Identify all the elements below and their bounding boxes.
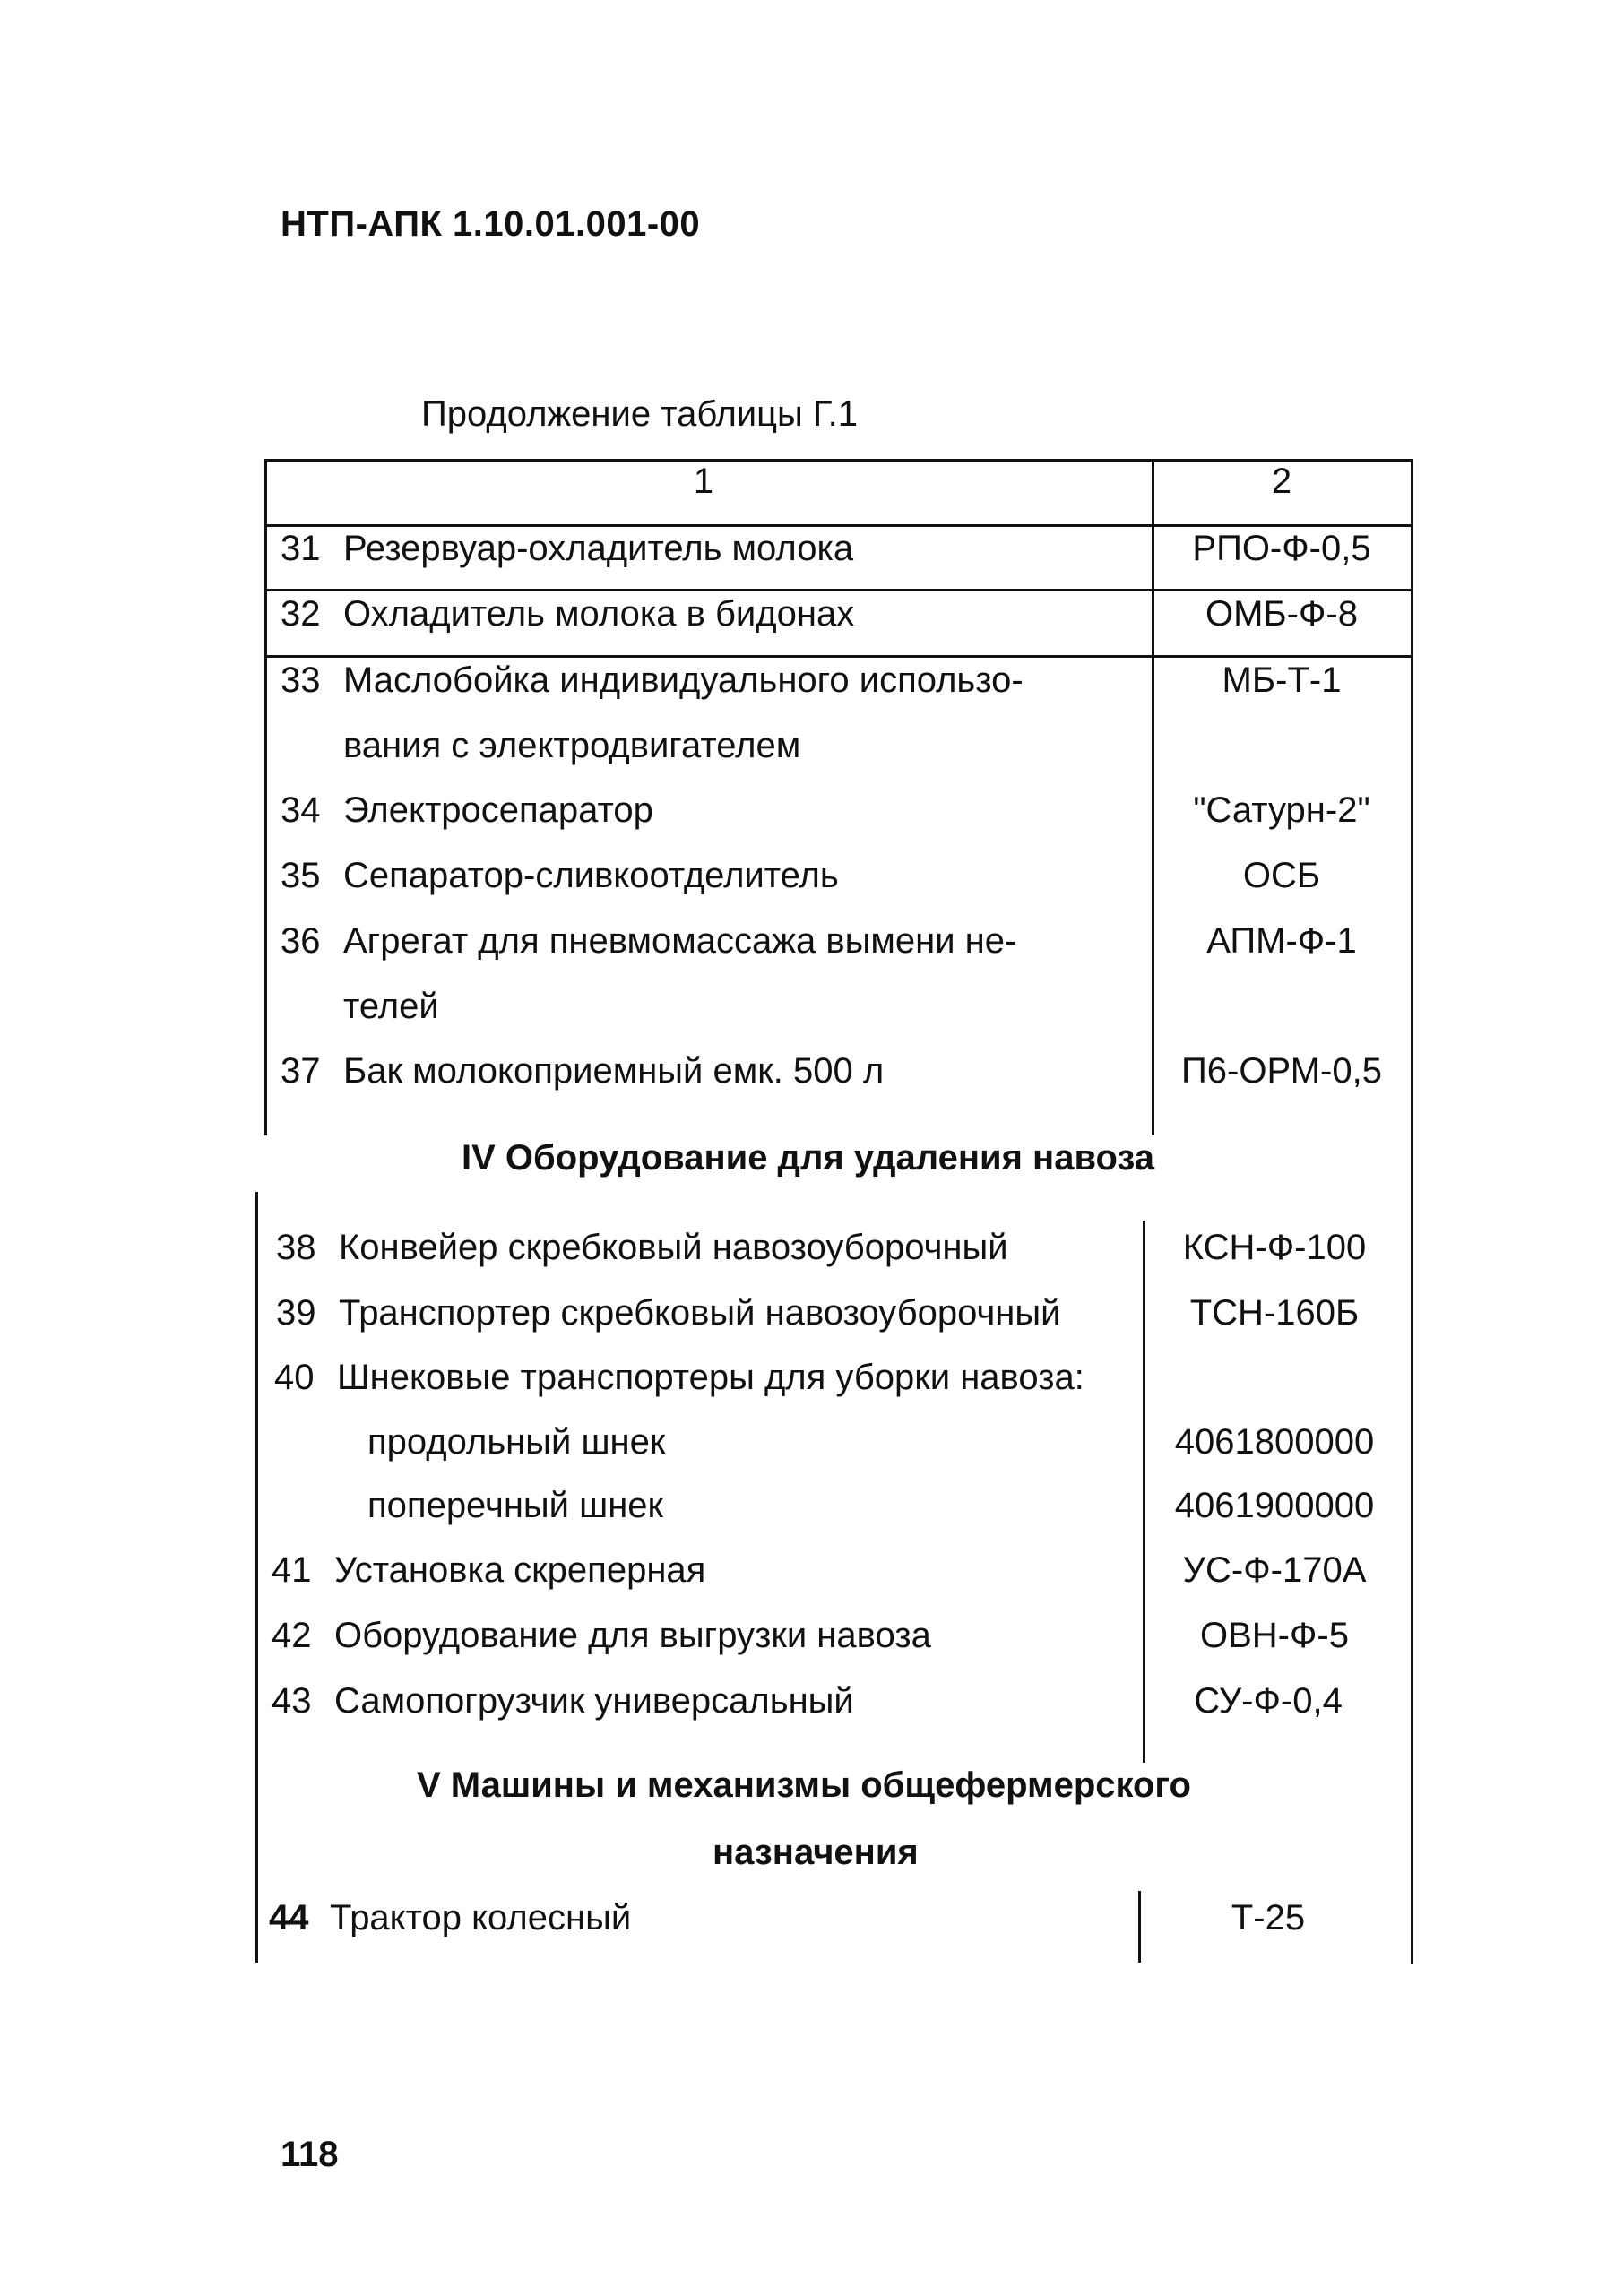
row-name: Резервуар-охладитель молока (343, 529, 854, 568)
row-model: 4061800000 (1174, 1422, 1375, 1462)
row-name: Сепаратор-сливкоотделитель (343, 856, 839, 895)
row-name: Бак молокоприемный емк. 500 л (343, 1051, 885, 1091)
row-name: Шнековые транспортеры для уборки навоза: (337, 1358, 1084, 1397)
row-number: 39 (276, 1293, 316, 1333)
row-name: Конвейер скребковый навозоуборочный (339, 1228, 1008, 1267)
row-name: Самопогрузчик универсальный (334, 1681, 854, 1721)
row-model: КСН-Ф-100 (1182, 1228, 1367, 1267)
column-divider-upper (1152, 459, 1154, 1135)
page-number: 118 (281, 2135, 339, 2174)
row-model: УС-Ф-170А (1182, 1550, 1367, 1590)
row-model: ОМБ-Ф-8 (1205, 594, 1358, 634)
row-number: 36 (281, 921, 321, 961)
section-heading-v-continued: назначения (713, 1833, 919, 1872)
row-name: Транспортер скребковый навозоуборочный (339, 1293, 1061, 1333)
row-number: 43 (272, 1681, 312, 1721)
document-code: НТП-АПК 1.10.01.001-00 (281, 204, 701, 244)
row-name: продольный шнек (367, 1422, 666, 1462)
table-caption: Продолжение таблицы Г.1 (421, 394, 859, 434)
row-model: РПО-Ф-0,5 (1192, 529, 1371, 568)
row-model: П6-ОРМ-0,5 (1181, 1051, 1382, 1091)
row32-bottom-border (264, 655, 1413, 658)
row-name: Оборудование для выгрузки навоза (334, 1616, 931, 1655)
row-model: МБ-Т-1 (1222, 660, 1342, 700)
row-model: 4061900000 (1174, 1486, 1375, 1525)
row-number: 34 (281, 790, 321, 830)
row-name: Маслобойка индивидуального использо- (343, 660, 1024, 700)
row-name: Агрегат для пневмомассажа вымени не- (343, 921, 1017, 961)
row-name: Трактор колесный (330, 1898, 632, 1937)
column-divider-lower (1138, 1891, 1141, 1963)
row-number: 41 (272, 1550, 312, 1590)
row-name: Охладитель молока в бидонах (343, 594, 855, 634)
row-model: "Сатурн-2" (1193, 790, 1370, 830)
row-model: АПМ-Ф-1 (1206, 921, 1357, 961)
section-heading-iv: IV Оборудование для удаления навоза (462, 1138, 1155, 1178)
row-number: 44 (269, 1898, 309, 1937)
row31-bottom-border (264, 589, 1413, 591)
row-number: 40 (274, 1358, 315, 1397)
table-left-border (264, 459, 267, 1135)
row-name-continued: телей (343, 987, 439, 1026)
row-model: ОВН-Ф-5 (1200, 1616, 1349, 1655)
row-model: ТСН-160Б (1189, 1293, 1360, 1333)
row-number: 37 (281, 1051, 321, 1091)
header-bottom-border (264, 524, 1413, 527)
column-header-2: 2 (1271, 462, 1292, 501)
row-number: 31 (281, 529, 321, 568)
row-number: 38 (276, 1228, 316, 1267)
row-model: ОСБ (1242, 856, 1321, 895)
table-left-border-lower (255, 1192, 258, 1963)
section-heading-v: V Машины и механизмы общефермерского (417, 1765, 1191, 1805)
row-model: Т-25 (1231, 1898, 1306, 1937)
row-number: 32 (281, 594, 321, 634)
row-number: 33 (281, 660, 321, 700)
row-name: поперечный шнек (367, 1486, 664, 1525)
row-name: Установка скреперная (334, 1550, 706, 1590)
row-name-continued: вания с электродвигателем (343, 726, 801, 765)
column-header-1: 1 (693, 462, 714, 501)
row-number: 35 (281, 856, 321, 895)
row-name: Электросепаратор (343, 790, 653, 830)
row-model: СУ-Ф-0,4 (1194, 1681, 1343, 1721)
row-number: 42 (272, 1616, 312, 1655)
table-right-border (1411, 459, 1413, 1964)
